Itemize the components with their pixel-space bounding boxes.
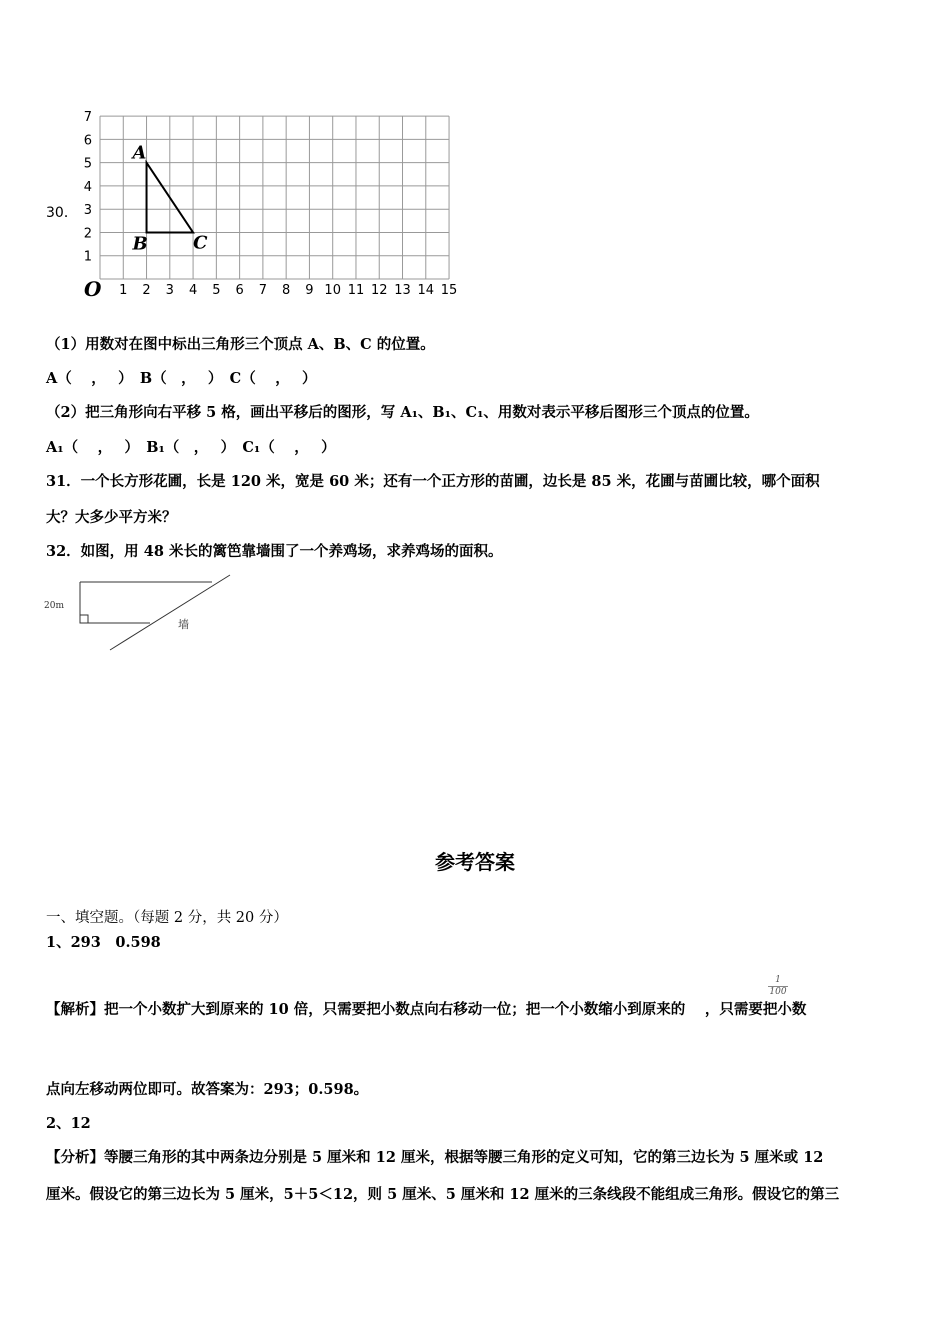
question-number-30: 30． (46, 205, 78, 221)
q31-line2: 大？大多少平方米？ (46, 509, 177, 526)
x-tick-label: 9 (305, 283, 314, 298)
x-tick-label: 1 (119, 283, 128, 298)
wall-label: 墙 (178, 618, 189, 631)
q30-answer1-blanks: A（ ， ） B（ ， ） C（ ， ） (46, 370, 317, 387)
q30-part2: （2）把三角形向右平移 5 格，画出平移后的图形，写 A₁、B₁、C₁、用数对表示平移后图形三个顶点的位置。 (46, 404, 759, 421)
y-tick-label: 6 (83, 133, 92, 149)
fraction-one-hundredth (768, 975, 788, 998)
fence-side (80, 582, 150, 623)
fraction-numerator: 1 (775, 975, 781, 985)
origin-label: O (84, 277, 102, 301)
y-tick-label: 1 (83, 249, 92, 265)
x-tick-label: 4 (188, 283, 198, 298)
answers-section: 一、填空题。（每题 2 分，共 20 分） (46, 910, 288, 926)
x-tick-label: 15 (440, 283, 458, 298)
right-angle-mark (80, 615, 88, 623)
x-tick-label: 3 (165, 283, 174, 298)
coordinate-grid-figure (0, 0, 470, 310)
x-tick-label: 10 (324, 283, 341, 298)
x-tick-label: 13 (394, 283, 411, 298)
vertex-label-b: B (132, 233, 148, 255)
q32-figure (40, 570, 240, 660)
y-tick-label: 4 (83, 179, 92, 195)
y-tick-label: 5 (83, 156, 92, 172)
x-tick-label: 12 (370, 283, 388, 298)
q30-part1: （1）用数对在图中标出三角形三个顶点 A、B、C 的位置。 (46, 336, 435, 353)
y-tick-label: 3 (83, 203, 92, 219)
answer-1-analysis-line2: 点向左移动两位即可。故答案为：293；0.598。 (46, 1081, 369, 1098)
wall-line (110, 575, 230, 650)
answer-2-analysis-line1: 【分析】等腰三角形的其中两条边分别是 5 厘米和 12 厘米，根据等腰三角形的定义可知，它的第三边长为 5 厘米或 12 (46, 1149, 824, 1166)
x-tick-label: 6 (235, 283, 244, 298)
x-tick-label: 11 (347, 283, 365, 298)
x-tick-label: 8 (282, 283, 291, 298)
answers-title: 参考答案 (435, 850, 515, 874)
q30-answer2-blanks: A₁（ ， ） B₁（ ， ） C₁（ ， ） (46, 439, 336, 456)
vertex-label-c: C (193, 232, 208, 254)
fraction-denominator: 100 (769, 987, 787, 997)
answer-1-analysis-line1: 【解析】把一个小数扩大到原来的 10 倍，只需要把小数点向右移动一位；把一个小数缩小到原来的 ，只需要把小数 (46, 1001, 807, 1018)
x-tick-label: 2 (142, 283, 151, 298)
side-label: 20m (44, 601, 64, 611)
q32-text: 32．如图，用 48 米长的篱笆靠墙围了一个养鸡场，求养鸡场的面积。 (46, 543, 503, 560)
vertex-label-a: A (132, 142, 147, 164)
answer-1: 1、293 0.598 (46, 934, 161, 951)
x-tick-label: 7 (258, 283, 268, 298)
y-tick-label: 2 (83, 226, 92, 242)
q31-line1: 31．一个长方形花圃，长是 120 米，宽是 60 米；还有一个正方形的苗圃，边长是 85 米，花圃与苗圃比较，哪个面积 (46, 473, 820, 490)
answer-2: 2、12 (46, 1115, 91, 1132)
answer-2-analysis-line2: 厘米。假设它的第三边长为 5 厘米，5＋5＜12，则 5 厘米、5 厘米和 12 厘米的三条线段不能组成三角形。假设它的第三 (46, 1186, 840, 1203)
y-tick-label: 7 (83, 110, 92, 126)
x-tick-label: 14 (417, 283, 435, 298)
x-tick-label: 5 (212, 283, 221, 298)
